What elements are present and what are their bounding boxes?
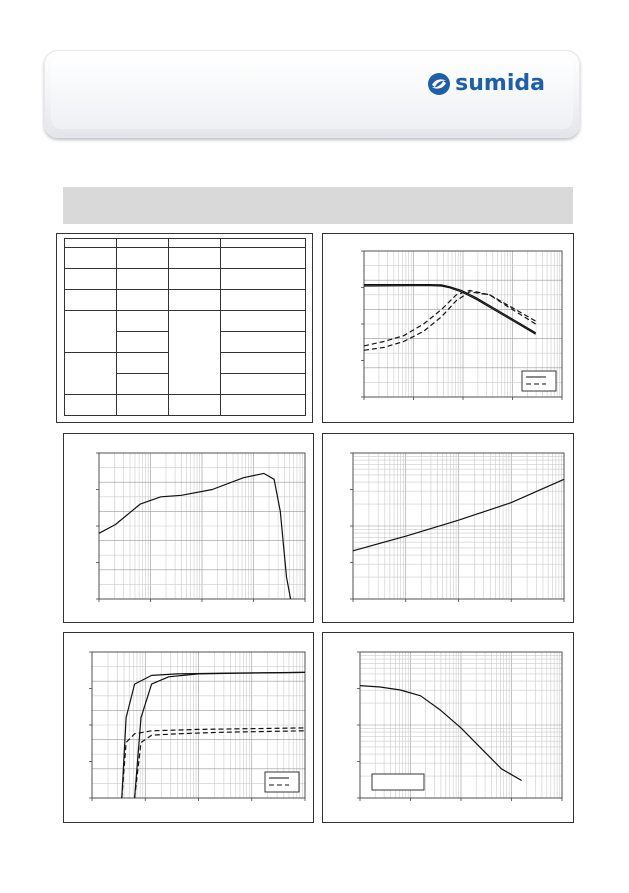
table-cell	[117, 290, 169, 311]
table-cell	[117, 332, 169, 353]
chart-5	[323, 633, 573, 822]
table-cell	[117, 353, 169, 374]
chart-panel-1	[322, 233, 574, 423]
chart-4	[64, 633, 313, 822]
chart-3	[323, 434, 573, 622]
chart-panel-5	[322, 632, 574, 823]
table-cell	[169, 395, 221, 416]
grid	[353, 453, 564, 599]
brand-name: sumida	[455, 71, 545, 96]
table-cell	[117, 269, 169, 290]
table-cell	[65, 290, 117, 311]
table-cell	[65, 248, 117, 269]
sumida-swirl-logo-icon	[427, 72, 451, 96]
spec-table-panel	[56, 233, 313, 423]
table-row	[65, 311, 306, 332]
table-row	[65, 395, 306, 416]
chart-legend	[522, 371, 556, 391]
table-cell	[65, 311, 117, 353]
grid	[99, 453, 305, 599]
table-cell	[117, 248, 169, 269]
table-cell	[65, 353, 117, 395]
chart-1	[323, 234, 573, 422]
title-bar	[63, 187, 573, 224]
table-row	[65, 290, 306, 311]
table-cell	[221, 269, 306, 290]
table-cell	[221, 332, 306, 353]
legend-box	[522, 371, 556, 391]
table-cell	[117, 395, 169, 416]
legend-box	[372, 774, 424, 790]
table-row	[65, 269, 306, 290]
spec-table	[64, 238, 306, 416]
table-row	[65, 239, 306, 248]
legend-box	[265, 772, 299, 792]
table-cell	[169, 311, 221, 395]
table-cell	[169, 239, 221, 248]
table-cell	[221, 374, 306, 395]
chart-panel-3	[322, 433, 574, 623]
header-banner	[44, 50, 580, 138]
table-cell	[221, 290, 306, 311]
header-banner-inner	[51, 57, 573, 129]
table-cell	[221, 239, 306, 248]
brand-logo[interactable]	[427, 71, 545, 96]
chart-panel-4	[63, 632, 314, 823]
table-row	[65, 248, 306, 269]
table-cell	[221, 248, 306, 269]
table-cell	[65, 395, 117, 416]
series-line-curve	[99, 473, 291, 599]
table-cell	[221, 353, 306, 374]
table-cell	[65, 239, 117, 248]
table-cell	[117, 239, 169, 248]
chart-2	[64, 434, 313, 622]
table-cell	[65, 269, 117, 290]
chart-legend	[372, 774, 424, 790]
table-cell	[221, 311, 306, 332]
table-cell	[221, 395, 306, 416]
table-cell	[117, 374, 169, 395]
table-cell	[169, 290, 221, 311]
chart-panel-2	[63, 433, 314, 623]
table-cell	[117, 311, 169, 332]
table-cell	[169, 269, 221, 290]
chart-legend	[265, 772, 299, 792]
table-cell	[169, 248, 221, 269]
